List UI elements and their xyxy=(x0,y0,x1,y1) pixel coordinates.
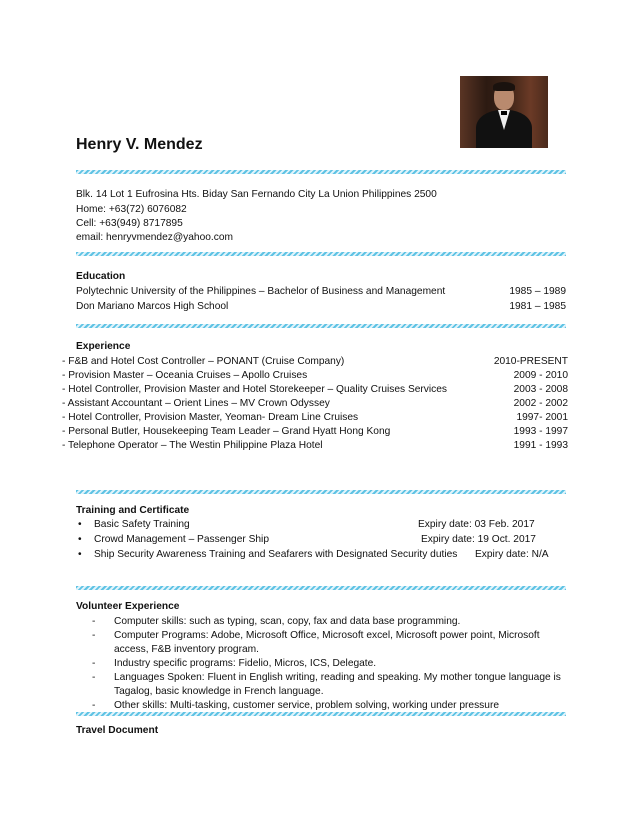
experience-years: 2010-PRESENT xyxy=(493,356,568,367)
education-heading: Education xyxy=(76,271,126,282)
experience-role: - Assistant Accountant – Orient Lines – MV Crown Odyssey xyxy=(62,398,330,409)
contact-address: Blk. 14 Lot 1 Eufrosina Hts. Biday San Fernando City La Union Philippines 2500 xyxy=(76,189,437,200)
education-school: Polytechnic University of the Philippines – Bachelor of Business and Management xyxy=(76,286,446,297)
dash-icon: - xyxy=(92,616,96,627)
volunteer-heading: Volunteer Experience xyxy=(76,601,180,612)
bullet-icon: • xyxy=(78,534,82,545)
training-title: Basic Safety Training xyxy=(94,519,190,530)
section-divider xyxy=(76,252,566,256)
training-title: Ship Security Awareness Training and Seafarers with Designated Security duties xyxy=(94,549,458,560)
bullet-icon: • xyxy=(78,519,82,530)
volunteer-text: Other skills: Multi-tasking, customer service, problem solving, working under pressure xyxy=(114,700,500,711)
experience-role: - Hotel Controller, Provision Master and Hotel Storekeeper – Quality Cruises Services xyxy=(62,384,448,395)
experience-years: 2003 - 2008 xyxy=(513,384,568,395)
section-divider xyxy=(76,712,566,716)
experience-role: - Telephone Operator – The Westin Philippine Plaza Hotel xyxy=(62,440,323,451)
contact-cell: Cell: +63(949) 8717895 xyxy=(76,218,183,229)
section-divider xyxy=(76,490,566,494)
section-divider xyxy=(76,586,566,590)
volunteer-item xyxy=(92,671,582,699)
dash-icon: - xyxy=(92,700,96,711)
training-expiry: Expiry date: 03 Feb. 2017 xyxy=(418,519,535,530)
experience-role: - Personal Butler, Housekeeping Team Leader – Grand Hyatt Hong Kong xyxy=(62,426,391,437)
contact-email: email: henryvmendez@yahoo.com xyxy=(76,232,234,243)
volunteer-item xyxy=(92,699,582,713)
dash-icon: - xyxy=(92,658,96,669)
section-divider xyxy=(76,170,566,174)
section-divider xyxy=(76,324,566,328)
education-school: Don Mariano Marcos High School xyxy=(76,301,229,312)
profile-photo xyxy=(460,76,548,148)
experience-years: 1991 - 1993 xyxy=(513,440,568,451)
training-heading: Training and Certificate xyxy=(76,505,190,516)
dash-icon: - xyxy=(92,672,96,683)
training-item xyxy=(78,548,558,562)
education-years: 1981 – 1985 xyxy=(509,301,566,312)
volunteer-item xyxy=(92,657,582,671)
experience-years: 1997- 2001 xyxy=(516,412,568,423)
contact-home: Home: +63(72) 6076082 xyxy=(76,204,187,215)
experience-role: - Provision Master – Oceania Cruises – Apollo Cruises xyxy=(62,370,308,381)
training-expiry: Expiry date: N/A xyxy=(475,549,549,560)
travel-heading: Travel Document xyxy=(76,725,159,736)
experience-years: 1993 - 1997 xyxy=(513,426,568,437)
volunteer-item xyxy=(92,629,582,657)
experience-years: 2002 - 2002 xyxy=(513,398,568,409)
experience-role: - Hotel Controller, Provision Master, Yeoman- Dream Line Cruises xyxy=(62,412,359,423)
volunteer-item xyxy=(92,615,582,629)
experience-heading: Experience xyxy=(76,341,131,352)
training-expiry: Expiry date: 19 Oct. 2017 xyxy=(421,534,536,545)
volunteer-text: Languages Spoken: Fluent in English writing, reading and speaking. My mother tongue language is Tagalog, basic knowledge in French language. xyxy=(114,672,561,697)
education-years: 1985 – 1989 xyxy=(509,286,566,297)
volunteer-text: Computer skills: such as typing, scan, copy, fax and data base programming. xyxy=(114,616,461,627)
resume-name: Henry V. Mendez xyxy=(76,136,203,153)
training-item xyxy=(78,533,548,547)
training-item xyxy=(78,518,548,532)
experience-years: 2009 - 2010 xyxy=(513,370,568,381)
training-title: Crowd Management – Passenger Ship xyxy=(94,534,269,545)
bullet-icon: • xyxy=(78,549,82,560)
volunteer-text: Industry specific programs: Fidelio, Micros, ICS, Delegate. xyxy=(114,658,377,669)
volunteer-text: Computer Programs: Adobe, Microsoft Office, Microsoft excel, Microsoft power point, Microsoft access, F&B inventory program. xyxy=(114,630,540,655)
dash-icon: - xyxy=(92,630,96,641)
experience-role: - F&B and Hotel Cost Controller – PONANT (Cruise Company) xyxy=(62,356,345,367)
